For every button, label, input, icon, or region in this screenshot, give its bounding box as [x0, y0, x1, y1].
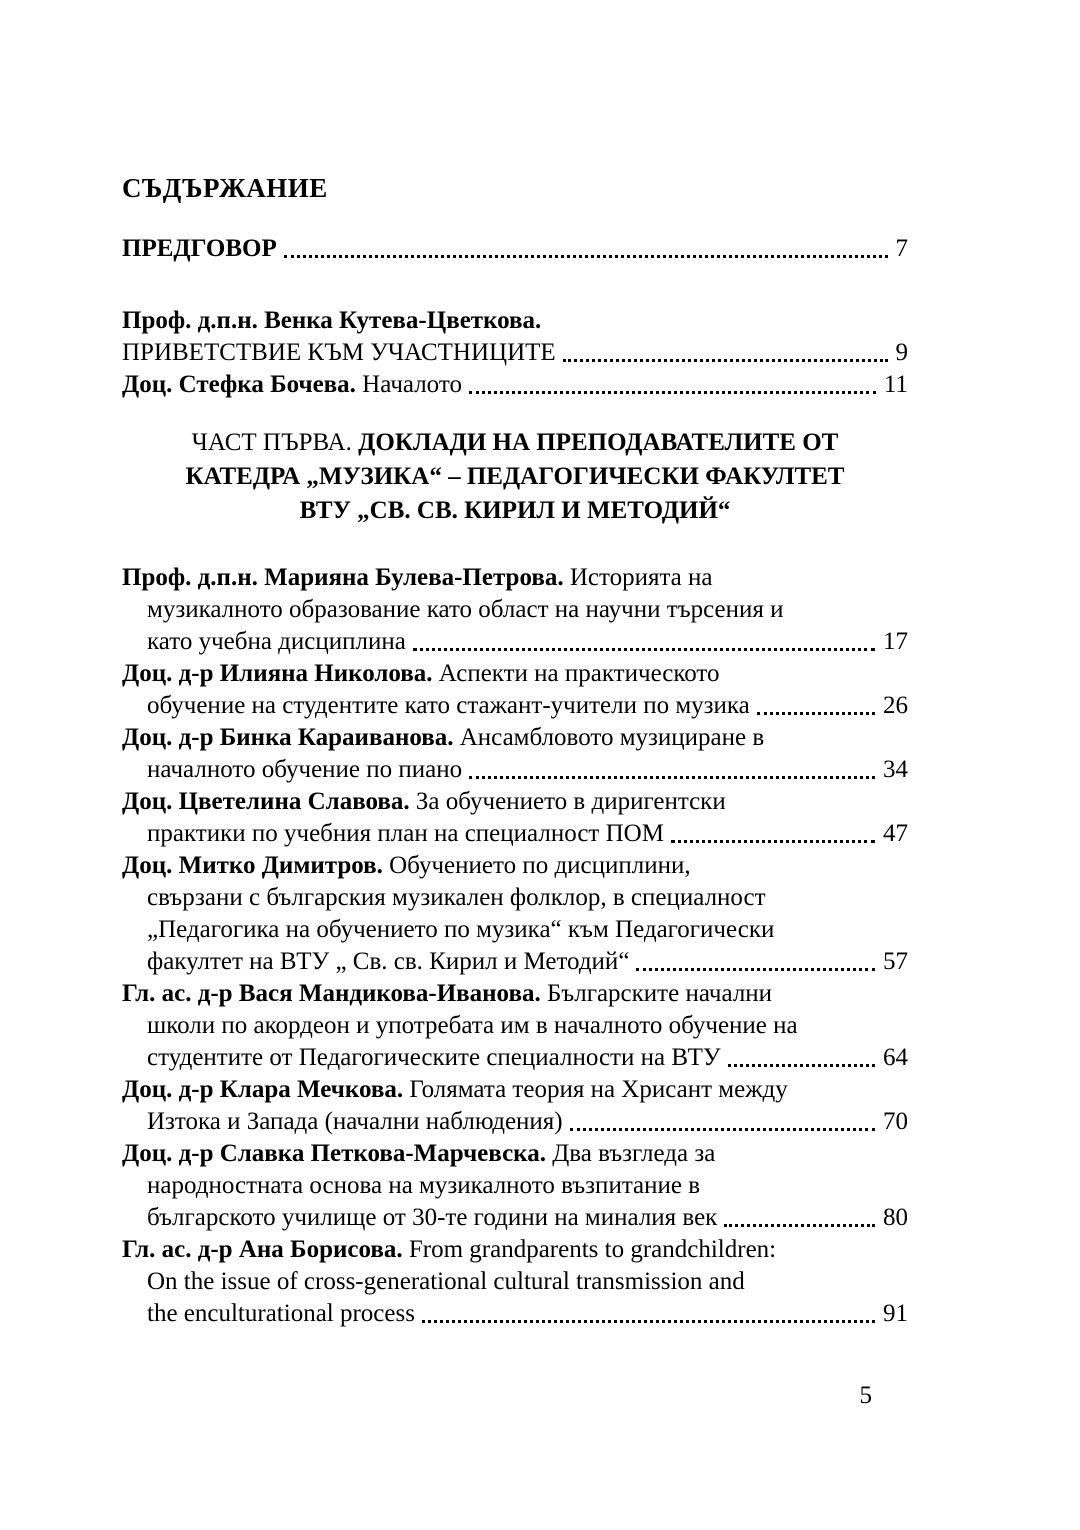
dotted-leader: [413, 648, 875, 651]
toc-entry: [122, 658, 908, 722]
dotted-leader: [757, 712, 875, 715]
toc-entry: [122, 978, 908, 1074]
toc-line: [122, 658, 908, 690]
toc-line: [122, 1202, 908, 1234]
page-ref: 80: [883, 1204, 908, 1231]
toc-line-text: като учебна дисциплина: [147, 628, 406, 655]
dotted-leader: [469, 776, 875, 779]
toc-line: [122, 850, 908, 882]
toc-line-text: практики по учебния план на специалност ПОМ: [147, 820, 664, 847]
toc-line-text: българското училище от 30-те години на миналия век: [147, 1204, 718, 1231]
toc-line: [122, 1074, 908, 1106]
toc-line: [122, 1170, 908, 1202]
toc-entry: [122, 850, 908, 978]
toc-line: [122, 562, 908, 594]
page-ref: 26: [883, 692, 908, 719]
toc-line-text: Гл. ас. д-р Ана Борисова. From grandparents to grandchildren:: [122, 1236, 777, 1263]
toc-line: [122, 337, 908, 369]
toc-line: [122, 1106, 908, 1138]
toc-line-text: обучение на студентите като стажант-учители по музика: [147, 692, 750, 719]
toc-line-text: Доц. Митко Димитров. Обучението по дисциплини,: [122, 852, 691, 879]
toc-line: [122, 914, 908, 946]
page-ref: 34: [883, 756, 908, 783]
page-ref: 9: [895, 339, 908, 366]
dotted-leader: [724, 1224, 875, 1227]
toc-entry: [122, 305, 908, 369]
dotted-leader: [284, 255, 888, 258]
page-ref: 64: [883, 1044, 908, 1071]
toc-line: [122, 690, 908, 722]
toc-entry: [122, 786, 908, 850]
toc-line-text: факултет на ВТУ „ Св. св. Кирил и Методий“: [147, 948, 630, 975]
toc-entry: [122, 1234, 908, 1330]
toc-line-text: On the issue of cross-generational cultural transmission and: [147, 1268, 745, 1295]
page-ref: 11: [883, 371, 908, 398]
toc-line: [122, 882, 908, 914]
page-title: СЪДЪРЖАНИЕ: [122, 173, 328, 203]
toc-line: [122, 722, 908, 754]
folio-page-number: 5: [859, 1382, 872, 1409]
toc-line-text: Гл. ас. д-р Вася Мандикова-Иванова. Българските начални: [122, 980, 773, 1007]
toc-line-text: Доц. д-р Бинка Караиванова. Ансамбловото музициране в: [122, 724, 765, 751]
toc-entry: [122, 1074, 908, 1138]
front-matter-entries: [122, 233, 908, 401]
dotted-leader: [636, 968, 875, 971]
toc-line: [122, 818, 908, 850]
toc-line: [122, 1298, 908, 1330]
toc-line-text: музикалното образование като област на научни търсения и: [147, 596, 784, 623]
toc-line-text: ПРЕДГОВОР: [122, 235, 277, 262]
part-heading-line: ЧАСТ ПЪРВА. ДОКЛАДИ НА ПРЕПОДАВАТЕЛИТЕ ОТ: [191, 429, 839, 456]
toc-line-text: Проф. д.п.н. Марияна Булева-Петрова. Историята на: [122, 564, 713, 591]
toc-line-text: свързани с българския музикален фолклор, в специалност: [147, 884, 766, 911]
toc-line-text: ПРИВЕТСТВИЕ КЪМ УЧАСТНИЦИТЕ: [122, 339, 556, 366]
dotted-leader: [563, 359, 888, 362]
dotted-leader: [422, 1320, 875, 1323]
toc-line: [122, 786, 908, 818]
toc-line: [122, 305, 908, 337]
toc-line-text: Доц. д-р Славка Петкова-Марчевска. Два възгледа за: [122, 1140, 716, 1167]
page-ref: 7: [895, 235, 908, 262]
toc-line-text: the enculturational process: [147, 1300, 415, 1327]
toc-line: [122, 369, 908, 401]
toc-line: [122, 1234, 908, 1266]
toc-line: [122, 594, 908, 626]
toc-line: [122, 233, 908, 265]
part-heading-line: ВТУ „СВ. СВ. КИРИЛ И МЕТОДИЙ“: [299, 497, 731, 524]
toc-entry: [122, 722, 908, 786]
toc-entry: [122, 562, 908, 658]
page-ref: 57: [883, 948, 908, 975]
toc-line-text: народностната основа на музикалното възпитание в: [147, 1172, 701, 1199]
dotted-leader: [728, 1064, 875, 1067]
part-one-entries: [122, 562, 908, 1330]
toc-entry: [122, 369, 908, 401]
toc-line: [122, 1266, 908, 1298]
toc-line-text: началното обучение по пиано: [147, 756, 463, 783]
toc-line: [122, 754, 908, 786]
toc-entry: [122, 233, 908, 265]
toc-line-text: студентите от Педагогическите специалности на ВТУ: [147, 1044, 721, 1071]
toc-line: [122, 946, 908, 978]
toc-line: [122, 626, 908, 658]
page-ref: 70: [883, 1108, 908, 1135]
page-ref: 17: [883, 628, 908, 655]
part-heading-line: КАТЕДРА „МУЗИКА“ – ПЕДАГОГИЧЕСКИ ФАКУЛТЕТ: [185, 463, 845, 490]
toc-line-text: Доц. д-р Илияна Николова. Аспекти на практическото: [122, 660, 720, 687]
toc-line: [122, 1042, 908, 1074]
toc-line-text: Проф. д.п.н. Венка Кутева-Цветкова.: [122, 307, 542, 334]
part-one-heading: [122, 426, 908, 528]
toc-line: [122, 978, 908, 1010]
toc-content: [122, 172, 908, 1330]
toc-line-text: Изтока и Запада (начални наблюдения): [147, 1108, 563, 1135]
toc-body: [122, 233, 908, 1330]
toc-line-text: „Педагогика на обучението по музика“ към Педагогически: [147, 916, 775, 943]
toc-line-text: Доц. д-р Клара Мечкова. Голямата теория на Хрисант между: [122, 1076, 788, 1103]
toc-line-text: школи по акордеон и употребата им в началното обучение на: [147, 1012, 798, 1039]
dotted-leader: [570, 1128, 875, 1131]
toc-entry: [122, 1138, 908, 1234]
dotted-leader: [469, 391, 876, 394]
toc-line: [122, 1138, 908, 1170]
page-ref: 47: [883, 820, 908, 847]
toc-line-text: Доц. Цветелина Славова. За обучението в диригентски: [122, 788, 726, 815]
dotted-leader: [671, 840, 875, 843]
toc-line: [122, 1010, 908, 1042]
page-ref: 91: [883, 1300, 908, 1327]
toc-line-text: Доц. Стефка Бочева. Началото: [122, 371, 462, 398]
